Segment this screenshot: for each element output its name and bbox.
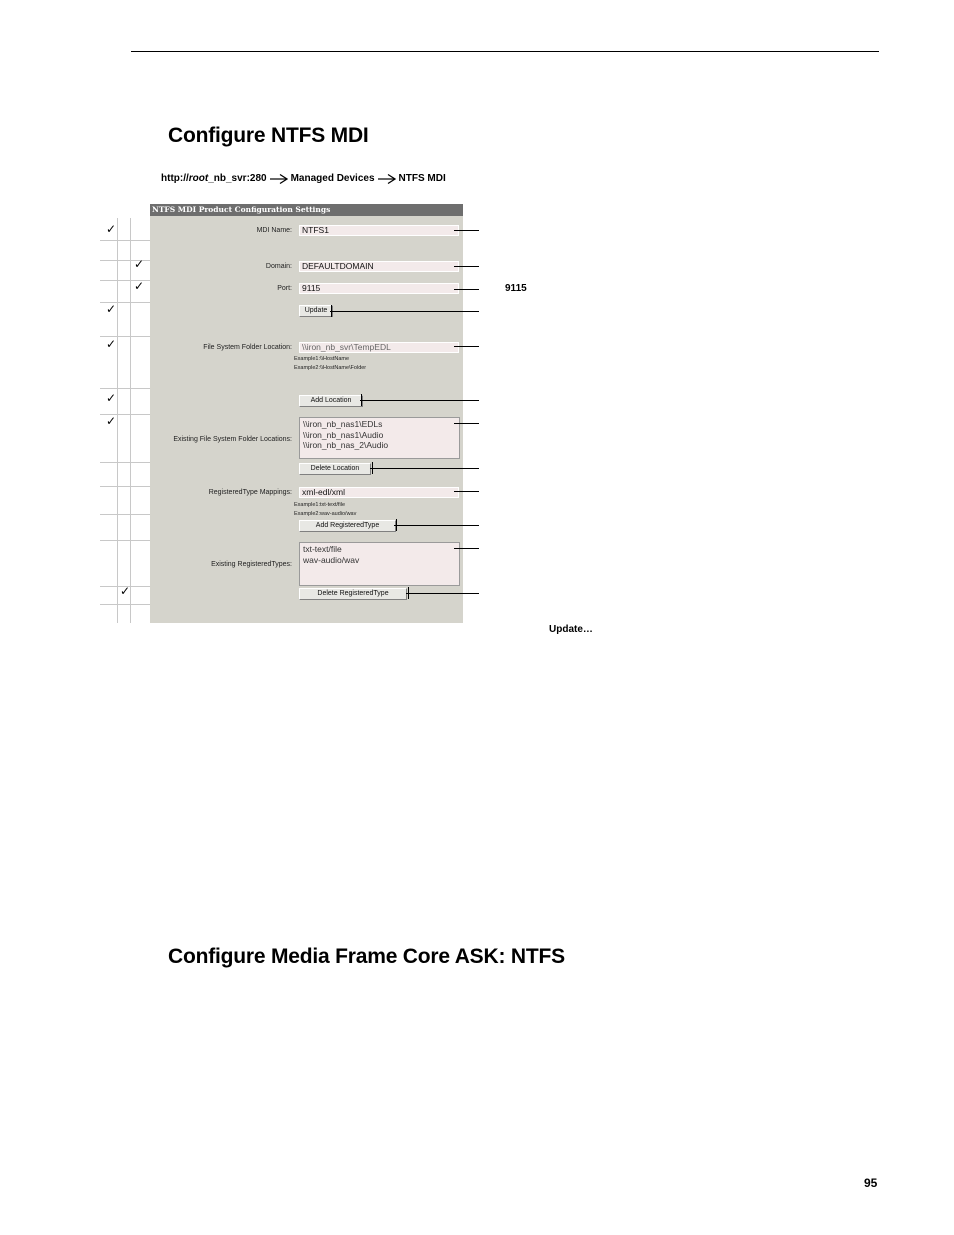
header-rule <box>131 51 879 52</box>
list-item[interactable]: txt-text/file <box>303 544 342 554</box>
callout-tick <box>396 519 397 531</box>
callout-line <box>454 423 479 424</box>
mdi-name-input[interactable]: NTFS1 <box>299 225 459 236</box>
callout-line <box>394 525 479 526</box>
grid-line <box>100 486 150 487</box>
grid-line <box>100 240 150 241</box>
breadcrumb-ntfs-mdi: NTFS MDI <box>398 173 446 184</box>
registered-type-input[interactable]: xml-edl/xml <box>299 487 459 498</box>
grid-line <box>117 218 118 623</box>
arrow-right-icon <box>270 174 288 184</box>
update-button[interactable]: Update <box>299 305 333 317</box>
grid-line <box>100 462 150 463</box>
checkmark-icon: ✓ <box>106 391 117 405</box>
grid-line <box>100 540 150 541</box>
list-item[interactable]: \\iron_nb_nas_2\Audio <box>303 440 389 450</box>
callout-tick <box>372 462 373 474</box>
callout-line <box>406 593 479 594</box>
arrow-right-icon <box>378 174 396 184</box>
checkmark-icon: ✓ <box>134 279 145 293</box>
panel-title: NTFS MDI Product Configuration Settings <box>150 204 463 216</box>
checkmark-icon: ✓ <box>106 414 117 428</box>
grid-line <box>100 604 150 605</box>
domain-label: Domain: <box>265 263 292 270</box>
callout-line <box>454 548 479 549</box>
mdi-name-label: MDI Name: <box>256 227 292 234</box>
regtype-example-1: Example1:txt-text/file <box>294 502 346 508</box>
grid-line <box>100 388 150 389</box>
port-input[interactable]: 9115 <box>299 283 459 294</box>
list-item[interactable]: wav-audio/wav <box>303 554 360 565</box>
fs-folder-location-label: File System Folder Location: <box>203 344 292 351</box>
checkmark-icon: ✓ <box>106 337 117 351</box>
callout-line <box>360 400 479 401</box>
checkmark-icon: ✓ <box>134 257 145 271</box>
page-number: 95 <box>864 1176 878 1190</box>
callout-tick <box>361 394 362 406</box>
delete-location-button[interactable]: Delete Location <box>299 463 371 475</box>
breadcrumb-root: root <box>188 173 209 184</box>
checkmark-icon: ✓ <box>106 222 117 236</box>
breadcrumb-prefix: http:// <box>161 173 189 184</box>
update-note: Update… <box>549 624 593 635</box>
delete-registered-type-button[interactable]: Delete RegisteredType <box>299 588 407 600</box>
section-heading-configure-ntfs-mdi: Configure NTFS MDI <box>168 124 369 147</box>
section-heading-configure-ask: Configure Media Frame Core ASK: NTFS <box>168 945 565 968</box>
ntfs-mdi-config-panel <box>150 204 463 623</box>
existing-registered-types-label: Existing RegisteredTypes: <box>211 561 292 568</box>
callout-line <box>370 468 479 469</box>
breadcrumb-managed-devices: Managed Devices <box>290 173 375 184</box>
callout-line <box>454 346 479 347</box>
existing-locations-list[interactable] <box>299 417 460 459</box>
callout-line <box>454 491 479 492</box>
registered-type-mappings-label: RegisteredType Mappings: <box>208 489 292 496</box>
breadcrumb-suffix: _nb_svr:280 <box>208 173 267 184</box>
grid-line <box>130 218 131 623</box>
callout-line <box>454 230 479 231</box>
list-item[interactable]: \\iron_nb_nas1\Audio <box>303 429 384 440</box>
list-item[interactable]: \\iron_nb_nas1\EDLs <box>303 419 383 429</box>
existing-locations-label: Existing File System Folder Locations: <box>173 436 292 443</box>
regtype-example-2: Example2:wav-audio/wav <box>294 511 357 517</box>
add-registered-type-button[interactable]: Add RegisteredType <box>299 520 396 532</box>
fs-example-2: Example2:\\HostName\Folder <box>294 365 367 371</box>
callout-line <box>454 266 479 267</box>
fs-example-1: Example1:\\HostName <box>294 356 350 362</box>
callout-tick <box>408 587 409 599</box>
domain-input[interactable]: DEFAULTDOMAIN <box>299 261 459 272</box>
breadcrumb <box>161 173 446 184</box>
checklist-grid <box>100 218 150 623</box>
fs-folder-location-input[interactable]: \\iron_nb_svr\TempEDL <box>299 342 459 353</box>
callout-tick <box>331 305 332 317</box>
callout-line <box>454 289 479 290</box>
port-note: 9115 <box>505 283 527 294</box>
existing-registered-types-list[interactable] <box>299 542 460 586</box>
port-label: Port: <box>277 285 292 292</box>
grid-line <box>100 514 150 515</box>
checkmark-icon: ✓ <box>106 302 117 316</box>
checkmark-icon: ✓ <box>120 584 131 598</box>
callout-line <box>330 311 479 312</box>
add-location-button[interactable]: Add Location <box>299 395 363 407</box>
